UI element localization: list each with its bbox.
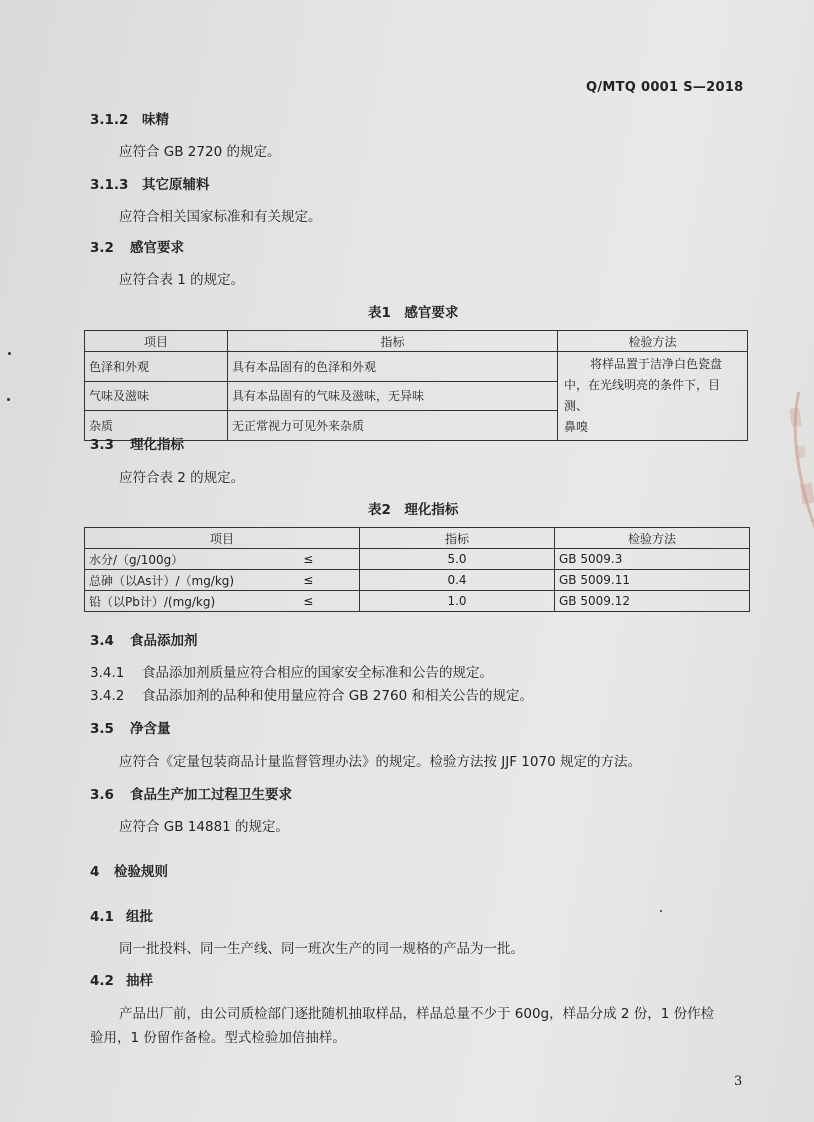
section-title: 理化指标 xyxy=(130,437,184,453)
cell-item: 铅（以Pb计）/(mg/kg) xyxy=(85,591,300,612)
heading-4 xyxy=(90,860,168,880)
method-line: 鼻嗅 xyxy=(564,420,589,434)
section-number: 3.5 xyxy=(90,721,114,737)
seal-stamp-fragment xyxy=(779,387,814,555)
clause-3-4-2 xyxy=(90,684,533,704)
section-number: 3.3 xyxy=(90,437,114,453)
paragraph-4-2-line-2: 验用，1 份留作备检。型式检验加倍抽样。 xyxy=(90,1030,346,1046)
cell-item: 水分/（g/100g） xyxy=(85,549,300,570)
heading-3-2 xyxy=(90,236,184,256)
method-line: 将样品置于洁净白色瓷盘 xyxy=(590,357,723,371)
paragraph-3-2: 应符合表 1 的规定。 xyxy=(119,272,245,288)
section-title: 食品添加剂 xyxy=(130,633,198,649)
section-number: 3.1.2 xyxy=(90,112,129,128)
section-number: 4.2 xyxy=(90,973,114,989)
cell-item: 气味及滋味 xyxy=(85,381,228,411)
cell-spec: 无正常视力可见外来杂质 xyxy=(228,411,558,441)
table-header-item: 项目 xyxy=(85,528,360,549)
cell-spec: 具有本品固有的气味及滋味，无异味 xyxy=(228,381,558,411)
clause-number: 3.4.1 xyxy=(90,665,125,681)
document-code: Q/MTQ 0001 S—2018 xyxy=(586,80,744,95)
cell-item: 总砷（以As计）/（mg/kg) xyxy=(85,570,300,591)
heading-3-6 xyxy=(90,783,292,803)
heading-3-1-2 xyxy=(90,108,169,128)
table-1-sensory xyxy=(84,330,748,441)
section-title: 其它原辅料 xyxy=(142,177,210,193)
method-line: 中，在光线明亮的条件下，目测、 xyxy=(564,378,721,413)
heading-3-4 xyxy=(90,629,198,649)
paragraph-3-1-2: 应符合 GB 2720 的规定。 xyxy=(119,144,281,160)
clause-number: 3.4.2 xyxy=(90,688,125,704)
paragraph-3-6: 应符合 GB 14881 的规定。 xyxy=(119,819,290,835)
table-header-value: 指标 xyxy=(360,528,555,549)
table-header-spec: 指标 xyxy=(228,331,558,352)
section-title: 感官要求 xyxy=(130,240,184,256)
clause-text: 食品添加剂质量应符合相应的国家安全标准和公告的规定。 xyxy=(142,665,493,681)
scan-speck xyxy=(660,910,662,912)
table-2-caption: 表2 理化指标 xyxy=(368,502,459,518)
cell-value: 5.0 xyxy=(360,549,555,570)
cell-item: 色泽和外观 xyxy=(85,352,228,382)
table-header-method: 检验方法 xyxy=(555,528,750,549)
cell-method: GB 5009.3 xyxy=(555,549,750,570)
section-title: 抽样 xyxy=(126,973,153,989)
heading-4-2 xyxy=(90,969,153,989)
seal-stamp-icon xyxy=(779,387,814,549)
section-number: 4.1 xyxy=(90,909,114,925)
cell-item: 杂质 xyxy=(85,411,228,441)
paragraph-3-3: 应符合表 2 的规定。 xyxy=(119,470,245,486)
cell-operator: ≤ xyxy=(299,549,359,570)
table-header-item: 项目 xyxy=(85,331,228,352)
table-row xyxy=(85,352,748,382)
cell-operator: ≤ xyxy=(299,591,359,612)
clause-3-4-1 xyxy=(90,661,493,681)
cell-method: GB 5009.12 xyxy=(555,591,750,612)
paragraph-3-1-3: 应符合相关国家标准和有关规定。 xyxy=(119,209,322,225)
table-2-physicochemical xyxy=(84,527,750,612)
section-number: 4 xyxy=(90,864,100,880)
scan-speck xyxy=(8,352,11,355)
table-row xyxy=(85,549,750,570)
section-number: 3.6 xyxy=(90,787,114,803)
cell-method xyxy=(558,352,748,441)
table-header-method: 检验方法 xyxy=(558,331,748,352)
scan-speck xyxy=(7,398,10,401)
section-title: 检验规则 xyxy=(114,864,168,880)
paragraph-4-1: 同一批投料、同一生产线、同一班次生产的同一规格的产品为一批。 xyxy=(119,941,524,957)
heading-4-1 xyxy=(90,905,153,925)
paragraph-3-5: 应符合《定量包装商品计量监督管理办法》的规定。检验方法按 JJF 1070 规定的方法。 xyxy=(119,754,641,770)
section-number: 3.4 xyxy=(90,633,114,649)
section-title: 食品生产加工过程卫生要求 xyxy=(130,787,292,803)
cell-spec: 具有本品固有的色泽和外观 xyxy=(228,352,558,382)
heading-3-1-3 xyxy=(90,173,210,193)
section-number: 3.2 xyxy=(90,240,114,256)
section-title: 组批 xyxy=(126,909,153,925)
paragraph-4-2-line-1: 产品出厂前，由公司质检部门逐批随机抽取样品，样品总量不少于 600g，样品分成 2 份，1 份作检 xyxy=(119,1006,715,1022)
table-1-caption: 表1 感官要求 xyxy=(368,305,459,321)
heading-3-3 xyxy=(90,433,184,453)
section-title: 味精 xyxy=(142,112,169,128)
cell-value: 0.4 xyxy=(360,570,555,591)
cell-operator: ≤ xyxy=(299,570,359,591)
section-title: 净含量 xyxy=(130,721,171,737)
page-number: 3 xyxy=(734,1074,743,1089)
clause-text: 食品添加剂的品种和使用量应符合 GB 2760 和相关公告的规定。 xyxy=(142,688,533,704)
cell-method: GB 5009.11 xyxy=(555,570,750,591)
section-number: 3.1.3 xyxy=(90,177,129,193)
table-row xyxy=(85,591,750,612)
cell-value: 1.0 xyxy=(360,591,555,612)
table-row xyxy=(85,570,750,591)
heading-3-5 xyxy=(90,717,171,737)
